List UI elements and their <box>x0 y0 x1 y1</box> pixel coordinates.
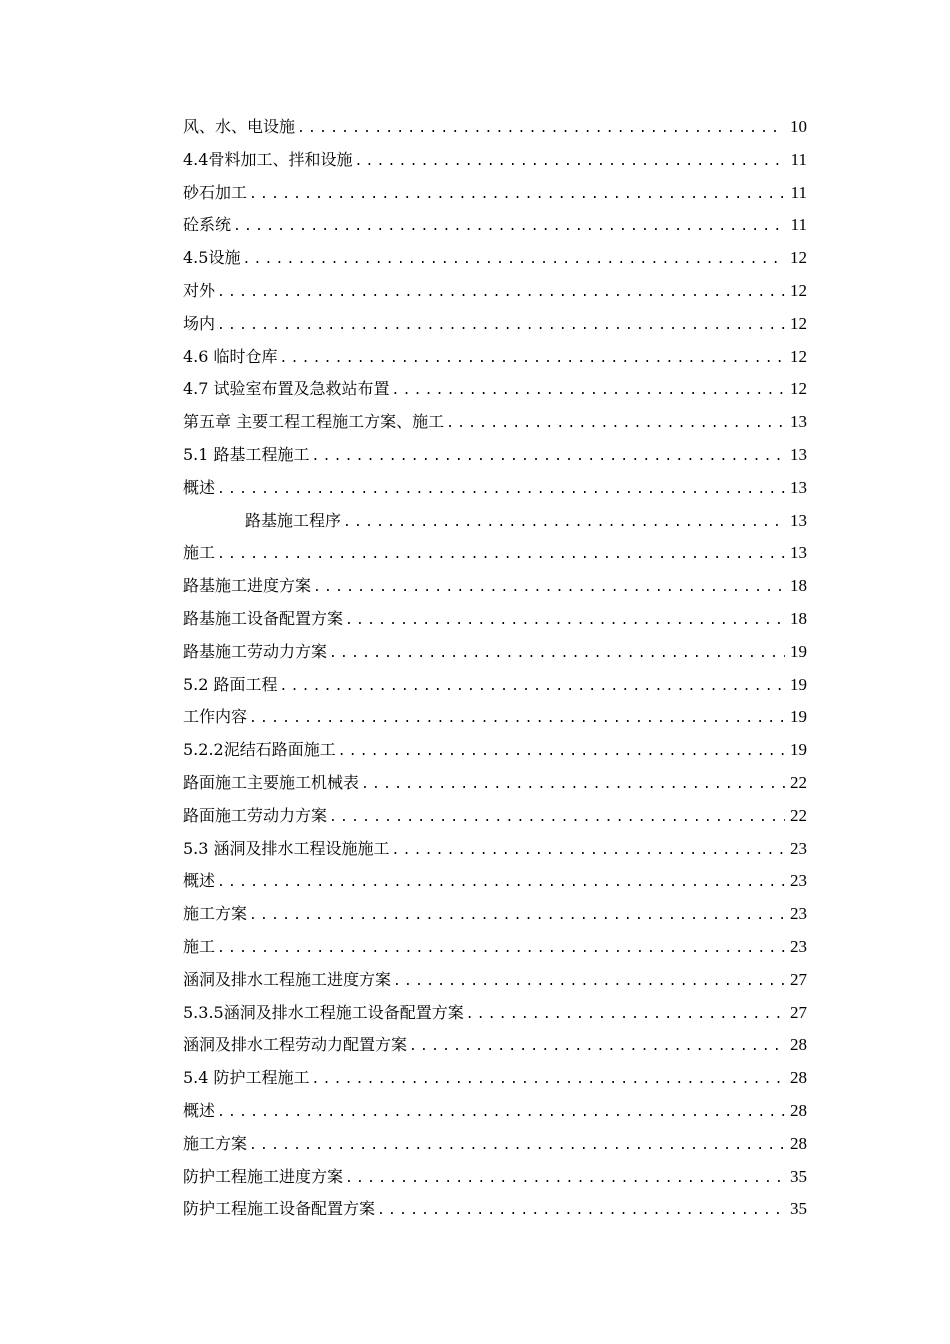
toc-entry-leader <box>345 605 785 638</box>
toc-entry-leader <box>249 900 785 933</box>
toc-entry-leader <box>297 113 785 146</box>
toc-entry-title: 施工方案 <box>183 904 248 924</box>
toc-entry-leader <box>446 408 785 441</box>
toc-entry-title: 防护工程施工进度方案 <box>183 1166 344 1186</box>
toc-entry-page: 23 <box>790 936 807 956</box>
toc-entry-title: 概述 <box>183 1100 216 1120</box>
toc-entry[interactable] <box>183 406 807 439</box>
toc-entry-page: 23 <box>790 838 807 858</box>
toc-entry-title: 防护工程施工设备配置方案 <box>183 1199 376 1219</box>
toc-entry-title: 第五章 主要工程工程施工方案、施工 <box>183 412 445 432</box>
toc-entry[interactable] <box>183 177 807 210</box>
toc-entry-title: 5.3.5涵洞及排水工程施工设备配置方案 <box>183 1002 464 1022</box>
toc-entry-title: 涵洞及排水工程劳动力配置方案 <box>183 1035 408 1055</box>
toc-entry-title: 概述 <box>183 871 216 891</box>
toc-entry-page: 10 <box>790 117 807 136</box>
toc-entry-leader <box>280 343 785 376</box>
toc-entry-page: 27 <box>790 1002 807 1022</box>
toc-entry-title: 4.5设施 <box>183 248 241 268</box>
toc-entry-page: 11 <box>790 215 807 235</box>
toc-entry-page: 13 <box>790 510 807 530</box>
toc-entry-page: 22 <box>790 805 807 825</box>
toc-entry[interactable] <box>183 341 807 374</box>
toc-entry-leader <box>466 999 785 1032</box>
toc-entry-title: 概述 <box>183 477 216 497</box>
toc-entry-title: 5.3 涵洞及排水工程设施施工 <box>183 838 390 858</box>
toc-entry-title: 4.6 临时仓库 <box>183 346 278 366</box>
toc-entry-title: 4.4骨料加工、拌和设施 <box>183 149 353 169</box>
toc-entry-leader <box>338 736 785 769</box>
toc-entry[interactable] <box>183 1095 807 1128</box>
toc-entry-page: 27 <box>790 969 807 989</box>
toc-entry-leader <box>343 507 785 540</box>
toc-entry-page: 11 <box>790 149 807 169</box>
toc-entry-page: 12 <box>790 313 807 333</box>
toc-entry-leader <box>409 1031 785 1064</box>
toc-entry-title: 路面施工主要施工机械表 <box>183 772 360 792</box>
toc-entry-leader <box>393 966 785 999</box>
toc-entry[interactable] <box>183 1193 807 1226</box>
toc-entry-page: 13 <box>790 543 807 563</box>
toc-entry[interactable] <box>183 111 807 144</box>
toc-entry[interactable] <box>183 669 807 702</box>
toc-entry-page: 35 <box>790 1199 807 1219</box>
toc-entry[interactable] <box>183 603 807 636</box>
toc-entry[interactable] <box>183 144 807 177</box>
toc-entry-leader <box>249 1130 785 1163</box>
toc-entry-leader <box>233 211 785 244</box>
toc-entry[interactable] <box>183 1128 807 1161</box>
toc-entry[interactable] <box>183 209 807 242</box>
toc-entry-title: 场内 <box>183 313 216 333</box>
toc-entry-page: 22 <box>790 772 807 792</box>
toc-entry-page: 13 <box>790 444 807 464</box>
toc-entry-page: 23 <box>790 904 807 924</box>
toc-entry-page: 28 <box>790 1035 807 1055</box>
toc-entry-title: 路基施工进度方案 <box>183 576 312 596</box>
toc-entry[interactable] <box>183 472 807 505</box>
toc-entry-page: 12 <box>790 248 807 268</box>
toc-entry-title: 路基施工程序 <box>245 510 342 530</box>
toc-entry-title: 施工 <box>183 936 216 956</box>
toc-entry[interactable] <box>183 997 807 1030</box>
toc-entry[interactable] <box>183 865 807 898</box>
toc-entry-leader <box>354 146 785 179</box>
toc-entry-title: 施工 <box>183 543 216 563</box>
toc-entry-title: 施工方案 <box>183 1133 248 1153</box>
toc-entry-leader <box>392 835 785 868</box>
toc-entry-leader <box>377 1195 785 1228</box>
toc-entry-title: 工作内容 <box>183 707 248 727</box>
toc-entry-page: 19 <box>790 641 807 661</box>
toc-entry-leader <box>217 277 785 310</box>
toc-entry[interactable] <box>183 242 807 275</box>
toc-entry-page: 12 <box>790 379 807 399</box>
toc-entry-title: 涵洞及排水工程施工进度方案 <box>183 969 392 989</box>
toc-entry[interactable] <box>183 1161 807 1194</box>
toc-entry[interactable] <box>183 308 807 341</box>
toc-entry-page: 18 <box>790 608 807 628</box>
toc-entry-title: 5.2 路面工程 <box>183 674 278 694</box>
toc-entry-leader <box>242 244 785 277</box>
toc-entry-leader <box>361 769 785 802</box>
toc-entry-page: 13 <box>790 477 807 497</box>
toc-entry-title: 5.1 路基工程施工 <box>183 444 310 464</box>
toc-entry-page: 28 <box>790 1133 807 1153</box>
toc-entry[interactable] <box>183 275 807 308</box>
toc-entry-title: 路基施工设备配置方案 <box>183 608 344 628</box>
toc-entry[interactable] <box>183 1029 807 1062</box>
toc-entry-page: 19 <box>790 707 807 727</box>
toc-entry-leader <box>217 1097 785 1130</box>
toc-entry-title: 砼系统 <box>183 215 232 235</box>
toc-entry-leader <box>329 802 785 835</box>
toc-entry[interactable] <box>183 636 807 669</box>
toc-entry-title: 砂石加工 <box>183 182 248 202</box>
toc-entry-title: 4.7 试验室布置及急救站布置 <box>183 379 390 399</box>
table-of-contents <box>183 111 807 1226</box>
toc-entry-leader <box>249 179 785 212</box>
toc-entry-leader <box>329 638 785 671</box>
toc-entry-leader <box>312 441 785 474</box>
toc-entry-leader <box>249 703 785 736</box>
toc-entry-leader <box>312 1064 785 1097</box>
toc-entry-title: 对外 <box>183 280 216 300</box>
toc-entry-title: 5.4 防护工程施工 <box>183 1068 310 1088</box>
toc-entry-leader <box>345 1163 785 1196</box>
toc-entry[interactable] <box>183 931 807 964</box>
toc-entry[interactable] <box>183 1062 807 1095</box>
toc-entry-page: 35 <box>790 1166 807 1186</box>
toc-entry-leader <box>280 671 785 704</box>
toc-entry-title: 5.2.2泥结石路面施工 <box>183 740 336 760</box>
toc-entry[interactable] <box>183 800 807 833</box>
toc-entry-page: 12 <box>790 280 807 300</box>
toc-entry[interactable] <box>183 570 807 603</box>
toc-entry-page: 28 <box>790 1100 807 1120</box>
toc-entry-page: 19 <box>790 674 807 694</box>
toc-entry-page: 12 <box>790 346 807 366</box>
toc-entry-page: 23 <box>790 871 807 891</box>
toc-entry-page: 11 <box>790 182 807 202</box>
toc-entry-page: 19 <box>790 740 807 760</box>
toc-entry[interactable] <box>183 767 807 800</box>
toc-entry-page: 28 <box>790 1068 807 1088</box>
toc-entry-title: 风、水、电设施 <box>183 117 296 136</box>
toc-entry[interactable] <box>183 734 807 767</box>
toc-entry-leader <box>217 867 785 900</box>
toc-entry-leader <box>392 375 785 408</box>
toc-entry-leader <box>217 933 785 966</box>
toc-entry[interactable] <box>183 898 807 931</box>
toc-entry[interactable] <box>183 537 807 570</box>
toc-entry-leader <box>217 310 785 343</box>
toc-entry[interactable] <box>183 964 807 997</box>
toc-entry[interactable] <box>183 833 807 866</box>
toc-entry[interactable] <box>183 373 807 406</box>
toc-entry-title: 路面施工劳动力方案 <box>183 805 328 825</box>
toc-entry[interactable] <box>183 505 807 538</box>
toc-entry-title: 路基施工劳动力方案 <box>183 641 328 661</box>
toc-entry[interactable] <box>183 439 807 472</box>
toc-entry-page: 18 <box>790 576 807 596</box>
toc-entry-leader <box>217 539 785 572</box>
toc-entry[interactable] <box>183 701 807 734</box>
toc-entry-page: 13 <box>790 412 807 432</box>
toc-entry-leader <box>217 474 785 507</box>
toc-entry-leader <box>313 572 785 605</box>
